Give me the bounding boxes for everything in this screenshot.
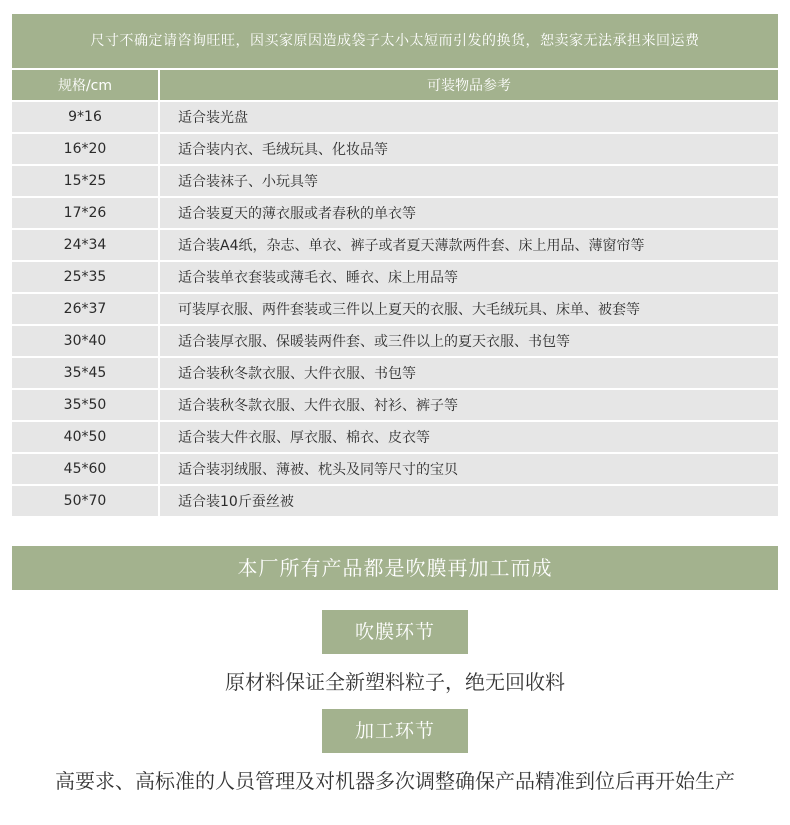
size-cell: 25*35 [12,261,159,293]
table-row [12,229,778,261]
step-description-processing: 高要求、高标准的人员管理及对机器多次调整确保产品精准到位后再开始生产 [55,769,735,793]
size-cell: 35*50 [12,389,159,421]
items-cell: 适合装大件衣服、厚衣服、棉衣、皮衣等 [159,421,778,453]
size-cell: 26*37 [12,293,159,325]
table-row [12,325,778,357]
items-cell: 适合装夏天的薄衣服或者春秋的单衣等 [159,197,778,229]
items-cell: 适合装10斤蚕丝被 [159,485,778,516]
size-reference-table [12,70,778,516]
table-row [12,293,778,325]
table-row [12,261,778,293]
production-banner: 本厂所有产品都是吹膜再加工而成 [12,546,778,590]
items-cell: 适合装A4纸，杂志、单衣、裤子或者夏天薄款两件套、床上用品、薄窗帘等 [159,229,778,261]
table-row [12,133,778,165]
table-row [12,485,778,516]
size-cell: 17*26 [12,197,159,229]
items-cell: 适合装光盘 [159,101,778,133]
items-cell: 适合装内衣、毛绒玩具、化妆品等 [159,133,778,165]
table-row [12,389,778,421]
size-cell: 35*45 [12,357,159,389]
step-description-film-blowing: 原材料保证全新塑料粒子，绝无回收料 [225,670,565,694]
items-cell: 适合装羽绒服、薄被、枕头及同等尺寸的宝贝 [159,453,778,485]
items-cell: 适合装秋冬款衣服、大件衣服、书包等 [159,357,778,389]
size-cell: 30*40 [12,325,159,357]
table-row [12,165,778,197]
step-label-film-blowing: 吹膜环节 [322,610,468,654]
items-cell: 适合装秋冬款衣服、大件衣服、衬衫、裤子等 [159,389,778,421]
table-row [12,197,778,229]
items-cell: 适合装单衣套装或薄毛衣、睡衣、床上用品等 [159,261,778,293]
header-size: 规格/cm [12,70,159,101]
items-cell: 适合装厚衣服、保暖装两件套、或三件以上的夏天衣服、书包等 [159,325,778,357]
table-header-row [12,70,778,101]
table-row [12,453,778,485]
table-row [12,421,778,453]
table-row [12,357,778,389]
header-items: 可装物品参考 [159,70,778,101]
size-cell: 24*34 [12,229,159,261]
size-cell: 9*16 [12,101,159,133]
notice-bar: 尺寸不确定请咨询旺旺，因买家原因造成袋子太小太短而引发的换货，恕卖家无法承担来回运费 [12,14,778,68]
table-row [12,101,778,133]
step-label-processing: 加工环节 [322,709,468,753]
size-cell: 15*25 [12,165,159,197]
size-cell: 40*50 [12,421,159,453]
size-cell: 50*70 [12,485,159,516]
size-cell: 45*60 [12,453,159,485]
items-cell: 可装厚衣服、两件套装或三件以上夏天的衣服、大毛绒玩具、床单、被套等 [159,293,778,325]
size-cell: 16*20 [12,133,159,165]
items-cell: 适合装袜子、小玩具等 [159,165,778,197]
